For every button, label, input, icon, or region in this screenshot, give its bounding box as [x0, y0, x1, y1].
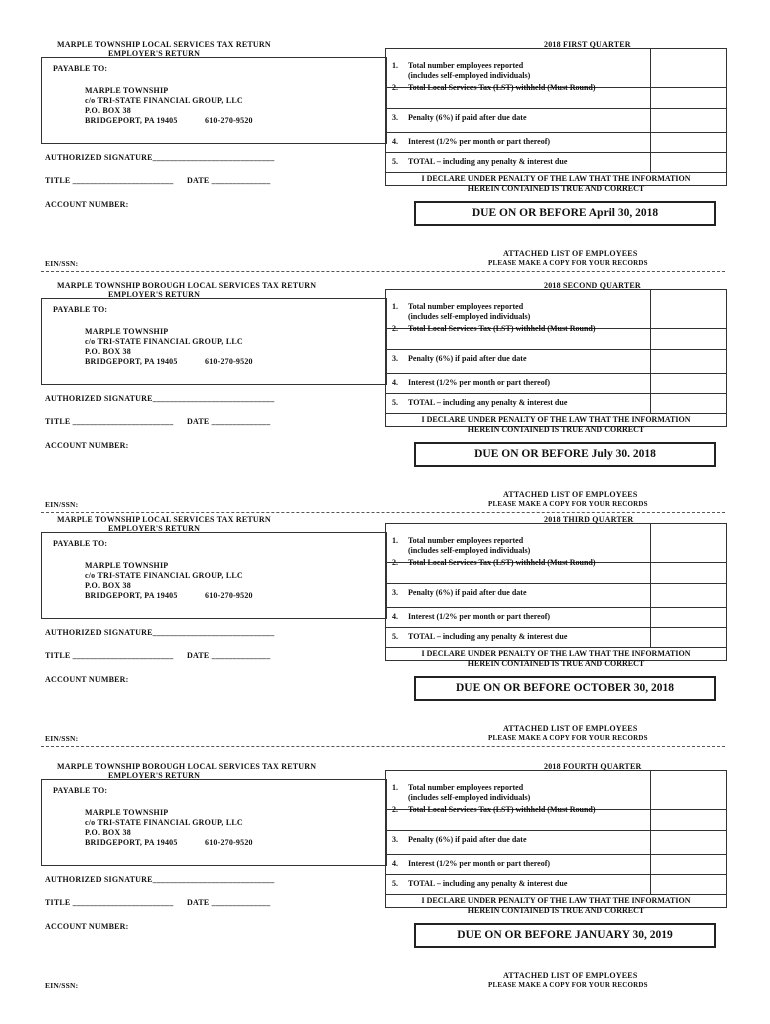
quarter-label: 2018 THIRD QUARTER: [544, 515, 634, 524]
declaration-line: I DECLARE UNDER PENALTY OF THE LAW THAT THE INFORMATION: [421, 649, 691, 658]
date-line[interactable]: DATE ______________: [187, 898, 271, 907]
copy-note: PLEASE MAKE A COPY FOR YOUR RECORDS: [488, 734, 648, 742]
item-number: 3.: [392, 588, 398, 597]
tax-items-grid: [385, 289, 727, 434]
declaration-line: I DECLARE UNDER PENALTY OF THE LAW THAT THE INFORMATION: [421, 896, 691, 905]
payable-label: PAYABLE TO:: [53, 786, 108, 795]
item-text: Total Local Services Tax (LST) withheld (Must Round): [408, 558, 596, 567]
item-row: [386, 608, 726, 628]
cut-line: [41, 512, 725, 513]
item-text: Total number employees reported: [408, 536, 524, 545]
payable-to-box: [41, 298, 387, 385]
item-row: [386, 133, 726, 153]
item-row: [386, 584, 726, 608]
item-text: TOTAL – including any penalty & interest due: [408, 157, 568, 166]
item-row: [386, 831, 726, 855]
due-date-box: DUE ON OR BEFORE April 30, 2018: [414, 201, 716, 226]
item-row: [386, 558, 726, 584]
tax-return-section: [0, 762, 770, 1002]
item-number: 5.: [392, 879, 398, 888]
due-date-box: DUE ON OR BEFORE OCTOBER 30, 2018: [414, 676, 716, 701]
item-row: [386, 374, 726, 394]
item-text: Interest (1/2% per month or part thereof): [408, 378, 551, 387]
title-line[interactable]: TITLE ________________________: [45, 176, 174, 185]
item-row: [386, 350, 726, 374]
item-number: 4.: [392, 859, 398, 868]
attached-list-label: ATTACHED LIST OF EMPLOYEES: [503, 249, 638, 258]
phone-number: 610-270-9520: [205, 591, 253, 600]
item-number: 4.: [392, 612, 398, 621]
quarter-label: 2018 SECOND QUARTER: [544, 281, 641, 290]
phone-number: 610-270-9520: [205, 838, 253, 847]
account-number-label: ACCOUNT NUMBER:: [45, 675, 129, 684]
item-number: 3.: [392, 835, 398, 844]
item-row: [386, 324, 726, 350]
item-text: Interest (1/2% per month or part thereof): [408, 612, 551, 621]
date-line[interactable]: DATE ______________: [187, 176, 271, 185]
declaration-line: I DECLARE UNDER PENALTY OF THE LAW THAT THE INFORMATION: [421, 415, 691, 424]
declaration-line: HEREIN CONTAINED IS TRUE AND CORRECT: [467, 906, 645, 915]
item-text: Penalty (6%) if paid after due date: [408, 835, 527, 844]
payable-label: PAYABLE TO:: [53, 539, 108, 548]
return-title: MARPLE TOWNSHIP LOCAL SERVICES TAX RETURN: [57, 40, 271, 49]
copy-note: PLEASE MAKE A COPY FOR YOUR RECORDS: [488, 259, 648, 267]
item-number: 2.: [392, 558, 398, 567]
address-line: BRIDGEPORT, PA 19405: [85, 357, 178, 366]
tax-return-section: [0, 515, 770, 755]
item-number: 1.: [392, 302, 398, 311]
return-title: MARPLE TOWNSHIP BOROUGH LOCAL SERVICES TAX RETURN: [57, 281, 317, 290]
attached-list-label: ATTACHED LIST OF EMPLOYEES: [503, 490, 638, 499]
return-title: MARPLE TOWNSHIP BOROUGH LOCAL SERVICES TAX RETURN: [57, 762, 317, 771]
item-number: 4.: [392, 378, 398, 387]
address-line: BRIDGEPORT, PA 19405: [85, 591, 178, 600]
item-number: 3.: [392, 113, 398, 122]
item-row: [386, 875, 726, 895]
address-line: MARPLE TOWNSHIP: [85, 561, 169, 570]
item-text: Interest (1/2% per month or part thereof): [408, 137, 551, 146]
date-line[interactable]: DATE ______________: [187, 651, 271, 660]
copy-note: PLEASE MAKE A COPY FOR YOUR RECORDS: [488, 981, 648, 989]
address-line: P.O. BOX 38: [85, 581, 131, 590]
tax-return-section: [0, 40, 770, 280]
ein-label: EIN/SSN:: [45, 259, 79, 268]
item-subtext: (includes self-employed individuals): [408, 546, 531, 555]
phone-number: 610-270-9520: [205, 357, 253, 366]
signature-line[interactable]: AUTHORIZED SIGNATURE_____________________________: [45, 875, 275, 884]
tax-items-grid: [385, 48, 727, 193]
address-line: BRIDGEPORT, PA 19405: [85, 838, 178, 847]
ein-label: EIN/SSN:: [45, 734, 79, 743]
item-number: 1.: [392, 783, 398, 792]
declaration-line: HEREIN CONTAINED IS TRUE AND CORRECT: [467, 659, 645, 668]
declaration-line: HEREIN CONTAINED IS TRUE AND CORRECT: [467, 425, 645, 434]
quarter-label: 2018 FIRST QUARTER: [544, 40, 631, 49]
item-number: 5.: [392, 398, 398, 407]
return-subtitle: EMPLOYER'S RETURN: [108, 524, 201, 533]
tax-items-grid: [385, 523, 727, 668]
ein-label: EIN/SSN:: [45, 981, 79, 990]
quarter-label: 2018 FOURTH QUARTER: [544, 762, 642, 771]
tax-items-grid: [385, 770, 727, 915]
item-number: 5.: [392, 632, 398, 641]
item-row: [386, 109, 726, 133]
item-subtext: (includes self-employed individuals): [408, 793, 531, 802]
return-title: MARPLE TOWNSHIP LOCAL SERVICES TAX RETURN: [57, 515, 271, 524]
item-row: [386, 855, 726, 875]
copy-note: PLEASE MAKE A COPY FOR YOUR RECORDS: [488, 500, 648, 508]
declaration-line: HEREIN CONTAINED IS TRUE AND CORRECT: [467, 184, 645, 193]
address-line: c/o TRI-STATE FINANCIAL GROUP, LLC: [85, 818, 243, 827]
amount-column-divider: [650, 524, 651, 647]
address-line: c/o TRI-STATE FINANCIAL GROUP, LLC: [85, 337, 243, 346]
account-number-label: ACCOUNT NUMBER:: [45, 200, 129, 209]
signature-line[interactable]: AUTHORIZED SIGNATURE_____________________________: [45, 628, 275, 637]
tax-return-section: [0, 281, 770, 521]
phone-number: 610-270-9520: [205, 116, 253, 125]
account-number-label: ACCOUNT NUMBER:: [45, 922, 129, 931]
payable-label: PAYABLE TO:: [53, 64, 108, 73]
title-line[interactable]: TITLE ________________________: [45, 651, 174, 660]
address-line: P.O. BOX 38: [85, 828, 131, 837]
payable-to-box: [41, 532, 387, 619]
item-number: 1.: [392, 536, 398, 545]
item-number: 2.: [392, 324, 398, 333]
due-date-box: DUE ON OR BEFORE July 30. 2018: [414, 442, 716, 467]
attached-list-label: ATTACHED LIST OF EMPLOYEES: [503, 971, 638, 980]
item-number: 1.: [392, 61, 398, 70]
address-line: BRIDGEPORT, PA 19405: [85, 116, 178, 125]
signature-line[interactable]: AUTHORIZED SIGNATURE_____________________________: [45, 394, 275, 403]
signature-line[interactable]: AUTHORIZED SIGNATURE_____________________________: [45, 153, 275, 162]
declaration-line: I DECLARE UNDER PENALTY OF THE LAW THAT THE INFORMATION: [421, 174, 691, 183]
address-line: c/o TRI-STATE FINANCIAL GROUP, LLC: [85, 571, 243, 580]
item-row: [386, 805, 726, 831]
payable-to-box: [41, 57, 387, 144]
address-line: MARPLE TOWNSHIP: [85, 327, 169, 336]
address-line: P.O. BOX 38: [85, 347, 131, 356]
item-row: [386, 153, 726, 173]
amount-column-divider: [650, 49, 651, 172]
item-text: TOTAL – including any penalty & interest due: [408, 398, 568, 407]
payable-to-box: [41, 779, 387, 866]
item-number: 2.: [392, 805, 398, 814]
item-row: [386, 628, 726, 648]
address-line: MARPLE TOWNSHIP: [85, 808, 169, 817]
cut-line: [41, 271, 725, 272]
item-text: Penalty (6%) if paid after due date: [408, 113, 527, 122]
return-subtitle: EMPLOYER'S RETURN: [108, 290, 201, 299]
address-line: MARPLE TOWNSHIP: [85, 86, 169, 95]
address-line: P.O. BOX 38: [85, 106, 131, 115]
item-text: Total number employees reported: [408, 302, 524, 311]
item-text: Penalty (6%) if paid after due date: [408, 588, 527, 597]
item-subtext: (includes self-employed individuals): [408, 312, 531, 321]
item-text: Penalty (6%) if paid after due date: [408, 354, 527, 363]
item-text: TOTAL – including any penalty & interest due: [408, 632, 568, 641]
item-text: Total Local Services Tax (LST) withheld (Must Round): [408, 83, 596, 92]
cut-line: [41, 746, 725, 747]
attached-list-label: ATTACHED LIST OF EMPLOYEES: [503, 724, 638, 733]
item-number: 3.: [392, 354, 398, 363]
title-line[interactable]: TITLE ________________________: [45, 898, 174, 907]
item-subtext: (includes self-employed individuals): [408, 71, 531, 80]
due-date-box: DUE ON OR BEFORE JANUARY 30, 2019: [414, 923, 716, 948]
address-line: c/o TRI-STATE FINANCIAL GROUP, LLC: [85, 96, 243, 105]
item-text: Total Local Services Tax (LST) withheld (Must Round): [408, 805, 596, 814]
title-line[interactable]: TITLE ________________________: [45, 417, 174, 426]
item-row: [386, 83, 726, 109]
return-subtitle: EMPLOYER'S RETURN: [108, 49, 201, 58]
amount-column-divider: [650, 290, 651, 413]
item-text: Total number employees reported: [408, 61, 524, 70]
item-text: Interest (1/2% per month or part thereof): [408, 859, 551, 868]
return-subtitle: EMPLOYER'S RETURN: [108, 771, 201, 780]
item-number: 5.: [392, 157, 398, 166]
item-row: [386, 394, 726, 414]
item-number: 4.: [392, 137, 398, 146]
account-number-label: ACCOUNT NUMBER:: [45, 441, 129, 450]
ein-label: EIN/SSN:: [45, 500, 79, 509]
item-number: 2.: [392, 83, 398, 92]
item-text: TOTAL – including any penalty & interest due: [408, 879, 568, 888]
payable-label: PAYABLE TO:: [53, 305, 108, 314]
item-text: Total Local Services Tax (LST) withheld (Must Round): [408, 324, 596, 333]
amount-column-divider: [650, 771, 651, 894]
date-line[interactable]: DATE ______________: [187, 417, 271, 426]
item-text: Total number employees reported: [408, 783, 524, 792]
